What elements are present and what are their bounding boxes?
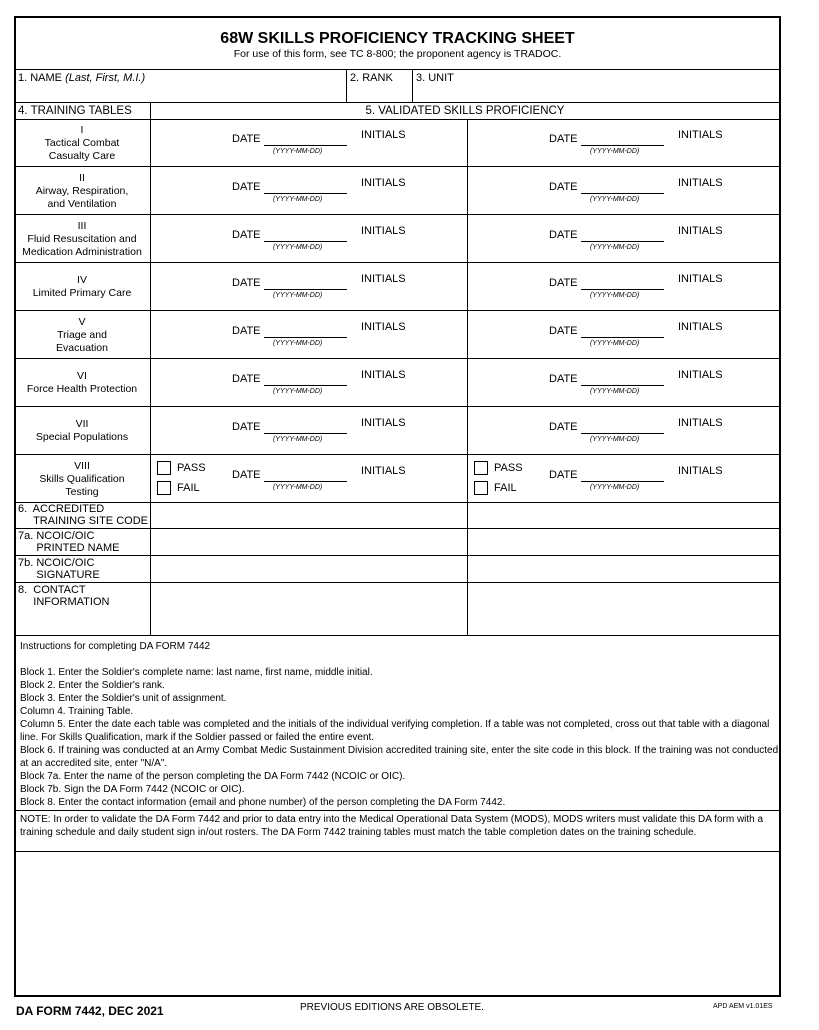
block7a-field-right[interactable]: [468, 529, 780, 555]
instruction-line: Block 7a. Enter the name of the person completing the DA Form 7442 (NCOIC or OIC).: [20, 771, 406, 782]
rule-under-blocks: [15, 635, 780, 636]
rule-under-fields: [15, 102, 780, 103]
date-format-hint-left: (YYYY-MM-DD): [273, 340, 323, 347]
initials-field-left[interactable]: INITIALS: [361, 369, 406, 381]
date-format-hint-right: (YYYY-MM-DD): [590, 484, 640, 491]
date-label-right: DATE: [549, 133, 578, 145]
date-format-hint-left: (YYYY-MM-DD): [273, 148, 323, 155]
block8-label: 8. CONTACT INFORMATION: [18, 584, 110, 608]
training-table-label: Fluid Resuscitation and Medication Administration: [22, 232, 142, 258]
date-label-right: DATE: [549, 181, 578, 193]
training-table-numeral: I: [80, 123, 84, 136]
row-rule: [15, 166, 780, 167]
unit-field[interactable]: 3. UNIT: [416, 72, 454, 84]
date-format-hint-left: (YYYY-MM-DD): [273, 196, 323, 203]
divider-name-rank: [346, 69, 347, 102]
initials-field-left[interactable]: INITIALS: [361, 129, 406, 141]
date-input-left[interactable]: [264, 481, 347, 482]
date-label-right: DATE: [549, 277, 578, 289]
training-table-label: Special Populations: [35, 431, 129, 443]
rank-field[interactable]: 2. RANK: [350, 72, 393, 84]
training-table-name: [16, 418, 148, 444]
date-format-hint-right: (YYYY-MM-DD): [590, 196, 640, 203]
date-input-left[interactable]: [264, 385, 347, 386]
training-table-label: Limited Primary Care: [32, 287, 132, 299]
date-input-left[interactable]: [264, 289, 347, 290]
date-input-left[interactable]: [264, 145, 347, 146]
date-label-left: DATE: [232, 229, 261, 241]
training-table-numeral: II: [79, 171, 85, 184]
date-format-hint-right: (YYYY-MM-DD): [590, 148, 640, 155]
initials-field-right[interactable]: INITIALS: [678, 417, 723, 429]
version-label: APD AEM v1.01ES: [713, 1003, 773, 1010]
divider-rank-unit: [412, 69, 413, 102]
name-field-label: 1. NAME: [18, 72, 63, 84]
initials-field-right[interactable]: INITIALS: [678, 465, 723, 477]
initials-field-left[interactable]: INITIALS: [361, 465, 406, 477]
date-label-right: DATE: [549, 373, 578, 385]
date-format-hint-left: (YYYY-MM-DD): [273, 244, 323, 251]
block7b-field-right[interactable]: [468, 556, 780, 582]
training-table-name: [16, 172, 148, 211]
date-input-right[interactable]: [581, 193, 664, 194]
date-label-right: DATE: [549, 421, 578, 433]
form-title: 68W SKILLS PROFICIENCY TRACKING SHEET: [220, 30, 575, 47]
initials-field-left[interactable]: INITIALS: [361, 273, 406, 285]
row-rule: [15, 454, 780, 455]
pass-checkbox[interactable]: [157, 461, 171, 475]
date-format-hint-right: (YYYY-MM-DD): [590, 436, 640, 443]
training-table-numeral: III: [77, 219, 87, 232]
initials-field-right[interactable]: INITIALS: [678, 273, 723, 285]
pass-checkbox[interactable]: [474, 461, 488, 475]
date-format-hint-right: (YYYY-MM-DD): [590, 292, 640, 299]
training-tables-header: 4. TRAINING TABLES: [18, 105, 132, 117]
training-table-name: [16, 370, 148, 396]
instructions-heading: Instructions for completing DA FORM 7442: [20, 641, 211, 652]
training-table-name: [16, 460, 148, 499]
initials-field-right[interactable]: INITIALS: [678, 369, 723, 381]
date-format-hint-left: (YYYY-MM-DD): [273, 436, 323, 443]
date-label-right: DATE: [549, 229, 578, 241]
date-input-right[interactable]: [581, 241, 664, 242]
rule-under-title: [15, 69, 780, 70]
row-rule: [15, 310, 780, 311]
date-format-hint-right: (YYYY-MM-DD): [590, 388, 640, 395]
date-input-right[interactable]: [581, 481, 664, 482]
block7b-label: 7b. NCOIC/OIC SIGNATURE: [18, 557, 100, 581]
training-table-label: Tactical Combat Casualty Care: [44, 136, 120, 162]
row-rule: [15, 358, 780, 359]
training-table-name: [16, 124, 148, 163]
training-table-numeral: VII: [75, 418, 89, 430]
fail-label: FAIL: [177, 482, 200, 494]
date-format-hint-left: (YYYY-MM-DD): [273, 388, 323, 395]
block7b-field-left[interactable]: [151, 556, 467, 582]
obsolete-notice: PREVIOUS EDITIONS ARE OBSOLETE.: [300, 1002, 484, 1013]
training-table-numeral: VI: [77, 370, 87, 382]
date-label-left: DATE: [232, 133, 261, 145]
initials-field-right[interactable]: INITIALS: [678, 321, 723, 333]
pass-label: PASS: [177, 462, 206, 474]
note-text: NOTE: In order to validate the DA Form 7442 and prior to data entry into the Medical Operational Data System (MODS), MODS writers must validate this DA form with a training schedule and daily student sign in/out rosters. The DA Form 7442 training tables must match the table completion dates on the training schedule.: [20, 814, 764, 838]
date-label-right: DATE: [549, 469, 578, 481]
training-table-name: [16, 316, 148, 355]
training-table-label: Airway, Respiration, and Ventilation: [35, 184, 129, 210]
date-input-right[interactable]: [581, 433, 664, 434]
training-table-label: Triage and Evacuation: [56, 328, 108, 354]
training-table-label: Skills Qualification Testing: [39, 472, 125, 498]
date-input-left[interactable]: [264, 433, 347, 434]
initials-field-left[interactable]: INITIALS: [361, 417, 406, 429]
training-table-name: [16, 274, 148, 300]
rule-under-table-header: [15, 119, 780, 120]
name-field-hint: (Last, First, M.I.): [65, 72, 146, 84]
training-table-label: Force Health Protection: [26, 383, 138, 395]
training-table-numeral: VIII: [74, 459, 90, 472]
instruction-line: Block 3. Enter the Soldier's unit of assignment.: [20, 693, 227, 704]
date-label-left: DATE: [232, 277, 261, 289]
rule-above-note: [15, 810, 780, 811]
instruction-line: Block 7b. Sign the DA Form 7442 (NCOIC or OIC).: [20, 784, 245, 795]
date-format-hint-right: (YYYY-MM-DD): [590, 244, 640, 251]
form-subtitle: For use of this form, see TC 8-800; the proponent agency is TRADOC.: [233, 48, 562, 60]
date-label-left: DATE: [232, 325, 261, 337]
initials-field-right[interactable]: INITIALS: [678, 129, 723, 141]
date-label-left: DATE: [232, 421, 261, 433]
date-input-left[interactable]: [264, 241, 347, 242]
initials-field-left[interactable]: INITIALS: [361, 225, 406, 237]
instruction-line: Block 8. Enter the contact information (email and phone number) of the person completing the DA Form 7442.: [20, 797, 506, 808]
row-rule: [15, 214, 780, 215]
date-input-right[interactable]: [581, 145, 664, 146]
date-format-hint-right: (YYYY-MM-DD): [590, 340, 640, 347]
date-label-left: DATE: [232, 181, 261, 193]
training-table-numeral: V: [78, 315, 86, 328]
date-label-left: DATE: [232, 373, 261, 385]
initials-field-left[interactable]: INITIALS: [361, 321, 406, 333]
fail-checkbox[interactable]: [474, 481, 488, 495]
date-format-hint-left: (YYYY-MM-DD): [273, 484, 323, 491]
date-input-right[interactable]: [581, 289, 664, 290]
training-table-name: [16, 220, 148, 259]
instruction-line: Block 2. Enter the Soldier's rank.: [20, 680, 165, 691]
block6-field-left[interactable]: [151, 503, 467, 528]
block7a-label: 7a. NCOIC/OIC PRINTED NAME: [18, 530, 120, 554]
initials-field-right[interactable]: INITIALS: [678, 177, 723, 189]
date-input-left[interactable]: [264, 337, 347, 338]
initials-field-right[interactable]: INITIALS: [678, 225, 723, 237]
row-rule: [15, 406, 780, 407]
training-table-numeral: IV: [77, 274, 87, 286]
fail-checkbox[interactable]: [157, 481, 171, 495]
block8-field-right[interactable]: [468, 583, 780, 635]
instruction-line: Block 6. If training was conducted at an Army Combat Medic Sustainment Division accredited training site, enter the site code in this block. If the training was not conducted at an accredited site, enter "N/A".: [20, 745, 779, 769]
initials-field-left[interactable]: INITIALS: [361, 177, 406, 189]
validated-header: 5. VALIDATED SKILLS PROFICIENCY: [365, 105, 565, 117]
block7a-field-left[interactable]: [151, 529, 467, 555]
instructions-list: [20, 666, 780, 809]
instruction-line: Column 4. Training Table.: [20, 706, 134, 717]
date-label-left: DATE: [232, 469, 261, 481]
block6-field-right[interactable]: [468, 503, 780, 528]
date-format-hint-left: (YYYY-MM-DD): [273, 292, 323, 299]
fail-label: FAIL: [494, 482, 517, 494]
date-input-right[interactable]: [581, 337, 664, 338]
instruction-line: Block 1. Enter the Soldier's complete name: last name, first name, middle initial.: [20, 667, 373, 678]
name-field[interactable]: [18, 72, 145, 84]
date-input-right[interactable]: [581, 385, 664, 386]
block6-label: 6. ACCREDITED TRAINING SITE CODE: [18, 503, 148, 527]
date-label-right: DATE: [549, 325, 578, 337]
row-rule: [15, 262, 780, 263]
pass-label: PASS: [494, 462, 523, 474]
date-input-left[interactable]: [264, 193, 347, 194]
block8-field-left[interactable]: [151, 583, 467, 635]
form-id: DA FORM 7442, DEC 2021: [16, 1004, 164, 1018]
rule-under-note: [15, 851, 780, 852]
instruction-line: Column 5. Enter the date each table was completed and the initials of the individual verifying completion. If a table was not completed, cross out that table with a diagonal line. For Skills Qualification, mark if the Soldier passed or failed the entire event.: [20, 719, 770, 743]
